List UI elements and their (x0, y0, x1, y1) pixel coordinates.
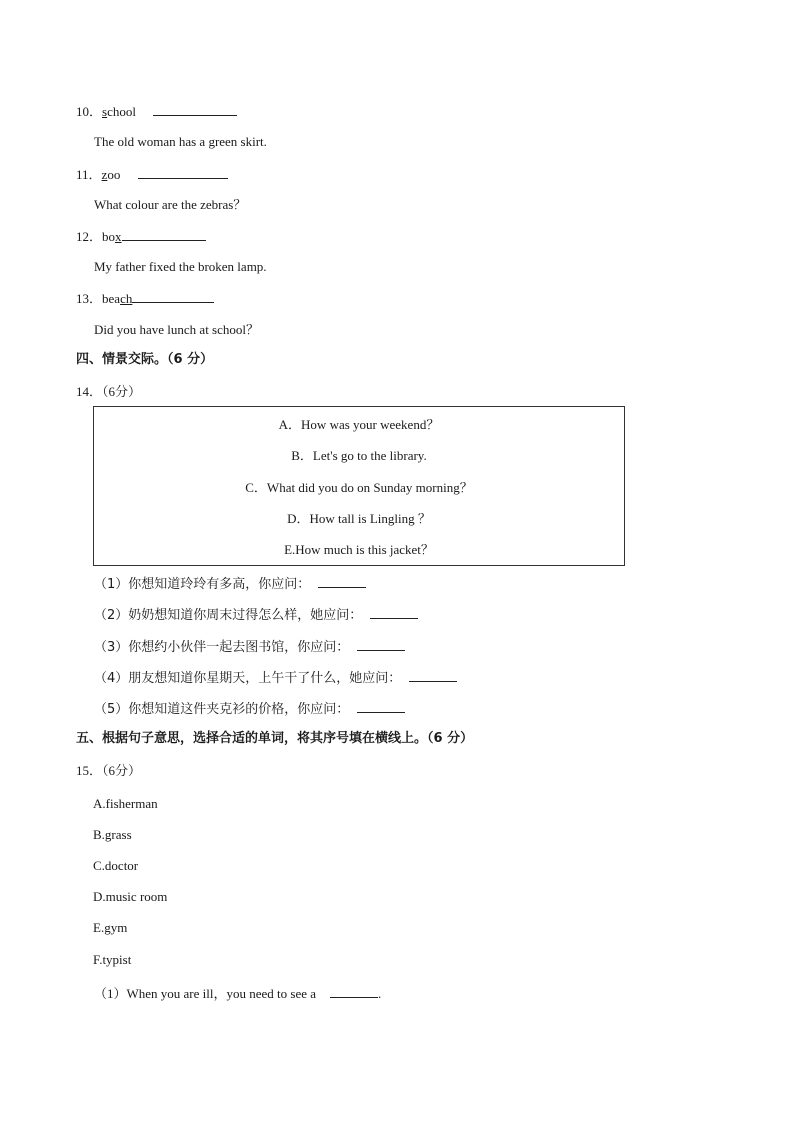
answer-blank[interactable] (357, 700, 405, 713)
prompt-1: （1）你想知道玲玲有多高，你应问： (94, 575, 366, 593)
word-option-c: C.doctor (93, 858, 139, 873)
item-13-word: 13．beach (76, 290, 214, 307)
item-12-sentence: My father fixed the broken lamp. (94, 259, 267, 274)
answer-blank[interactable] (153, 103, 237, 116)
word-option-d: D.music room (93, 889, 168, 904)
section-5-heading: 五、根据句子意思，选择合适的单词，将其序号填在横线上。（6 分） (76, 731, 474, 746)
option-a: A．How was your weekend？ (278, 417, 440, 432)
option-b: B．Let's go to the library. (291, 448, 427, 463)
option-e: E.How much is this jacket？ (284, 542, 434, 557)
answer-blank[interactable] (357, 638, 405, 651)
item-11-sentence: What colour are the zebras？ (94, 197, 247, 212)
answer-blank[interactable] (318, 575, 366, 588)
word-option-e: E.gym (93, 920, 128, 935)
options-box (93, 406, 625, 566)
section-4-heading: 四、情景交际。（6 分） (76, 352, 214, 367)
answer-blank[interactable] (132, 290, 214, 303)
option-d: D．How tall is Lingling ？ (287, 511, 431, 526)
question-14-number: 14．（6分） (76, 384, 142, 399)
item-10-word: 10．school (76, 103, 237, 120)
prompt-4: （4）朋友想知道你星期天，上午干了什么，她应问： (94, 669, 457, 687)
item-12-word: 12．box (76, 228, 206, 245)
answer-blank[interactable] (138, 166, 228, 179)
fill-prompt-1: （1）When you are ill，you need to see a . (94, 986, 382, 1001)
prompt-3: （3）你想约小伙伴一起去图书馆，你应问： (94, 638, 405, 656)
answer-blank[interactable] (122, 228, 206, 241)
word-option-f: F.typist (93, 952, 132, 967)
item-11-word: 11．zoo (76, 166, 228, 183)
prompt-2: （2）奶奶想知道你周末过得怎么样，她应问： (94, 606, 418, 624)
item-10-sentence: The old woman has a green skirt. (94, 134, 267, 149)
option-c: C．What did you do on Sunday morning？ (245, 480, 473, 495)
prompt-5: （5）你想知道这件夹克衫的价格，你应问： (94, 700, 405, 718)
item-13-sentence: Did you have lunch at school？ (94, 322, 259, 337)
answer-blank[interactable] (330, 985, 378, 998)
word-option-b: B.grass (93, 827, 132, 842)
answer-blank[interactable] (409, 669, 457, 682)
answer-blank[interactable] (370, 606, 418, 619)
question-15-number: 15．（6分） (76, 763, 142, 778)
word-option-a: A.fisherman (93, 796, 158, 811)
